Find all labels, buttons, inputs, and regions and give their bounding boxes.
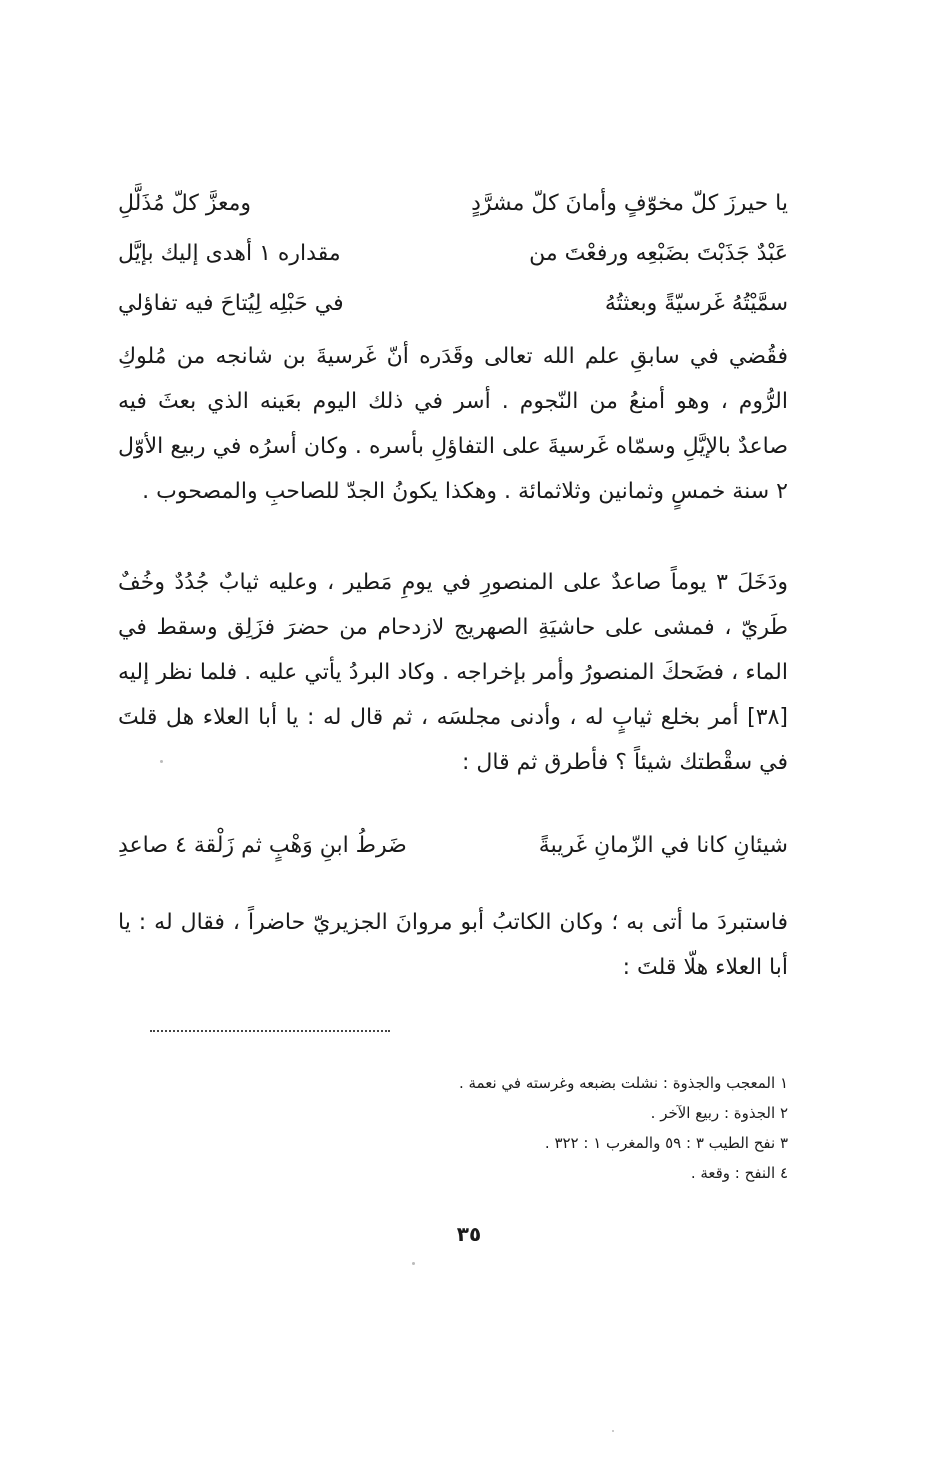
poem-hemistich-second: ومعزَّ كلّ مُذَلَّلِ: [118, 191, 251, 216]
footnote-2: ٢ الجذوة : ربيع الآخر .: [650, 1104, 788, 1122]
footnotes: [118, 1068, 788, 1188]
paragraph-2: ودَخَلَ ٣ يوماً صاعدٌ على المنصورِ في يومِ مَطير ، وعليه ثيابٌ جُدُدٌ وخُفٌ طَريّ ، فمشى على حاشيَةِ الصهريج لازدحام من حضرَ فزَلِق وسقط في الماء ، فضَحكَ المنصورُ وأمر بإخراجه . وكاد البردُ يأتي عليه . فلما نظر إليه [٣٨] أمر بخلع ثيابٍ له ، وأدنى مجلسَه ، ثم قال له : يا أبا العلاء هل قلتَ في سقْطتك شيئاً ؟ فأطرق ثم قال :: [118, 570, 788, 775]
poem-hemistich-first: يا حيرزَ كلّ مخوّفٍ وأمانَ كلّ مشرَّدٍ: [471, 191, 788, 216]
poem-line: [118, 276, 788, 332]
paragraph-3: فاستبردَ ما أتى به ؛ وكان الكاتبُ أبو مروانَ الجزيريّ حاضراً ، فقال له : يا أبا العلاء هلّا قلتَ :: [118, 910, 788, 980]
poem-hemistich-first: سمَّيْتُهُ غَرسيّةً وبعثتُهُ: [604, 291, 788, 316]
footnote-3: ٣ نفح الطيب ٣ : ٥٩ والمغرب ١ : ٣٢٢ .: [544, 1134, 788, 1152]
poem-hemistich-first: عَبْدٌ جَذَبْتَ بضَبْعِه ورفعْتَ من: [529, 241, 788, 266]
poem-hemistich-second: في حَبْلِه لِيُتاحَ فيه تفاؤلي: [118, 291, 344, 316]
poem-line: [118, 818, 788, 874]
scan-speck: [412, 1262, 415, 1265]
footnote-divider: [150, 1030, 390, 1032]
footnote-4: ٤ النفح : وقعة .: [690, 1164, 788, 1182]
scan-speck: [612, 1430, 614, 1432]
footnote-1: ١ المعجب والجذوة : نشلت بضبعه وغرسته في نعمة .: [458, 1074, 788, 1092]
poem-line: [118, 176, 788, 232]
paragraph-1: فقُضي في سابقِ علم الله تعالى وقَدَره أنّ غَرسيةَ بن شانجه من مُلوكِ الرُّوم ، وهو أمنعُ من النّجوم . أسر في ذلك اليوم بعَينه الذي بعثَ فيه صاعدٌ بالإيَّلِ وسمّاه غَرسيةَ على التفاؤلِ بأسره . وكان أسرُه في ربيع الأوّل ٢ سنة خمسٍ وثمانين وثلاثمائة . وهكذا يكونُ الجدّ للصاحبِ والمصحوب .: [118, 344, 788, 504]
poem-hemistich-first: شيئانِ كانا في الزّمانِ غَريبةً: [538, 833, 788, 858]
page-number: ٣٥: [456, 1222, 482, 1246]
poem-hemistich-second: مقداره ١ أهدى إليك بإيَّل: [118, 241, 341, 266]
poem-line: [118, 226, 788, 282]
scan-speck: [160, 760, 163, 763]
poem-hemistich-second: ضَرطُ ابنِ وَهْبٍ ثم زَلْقة ٤ صاعدِ: [118, 833, 407, 858]
